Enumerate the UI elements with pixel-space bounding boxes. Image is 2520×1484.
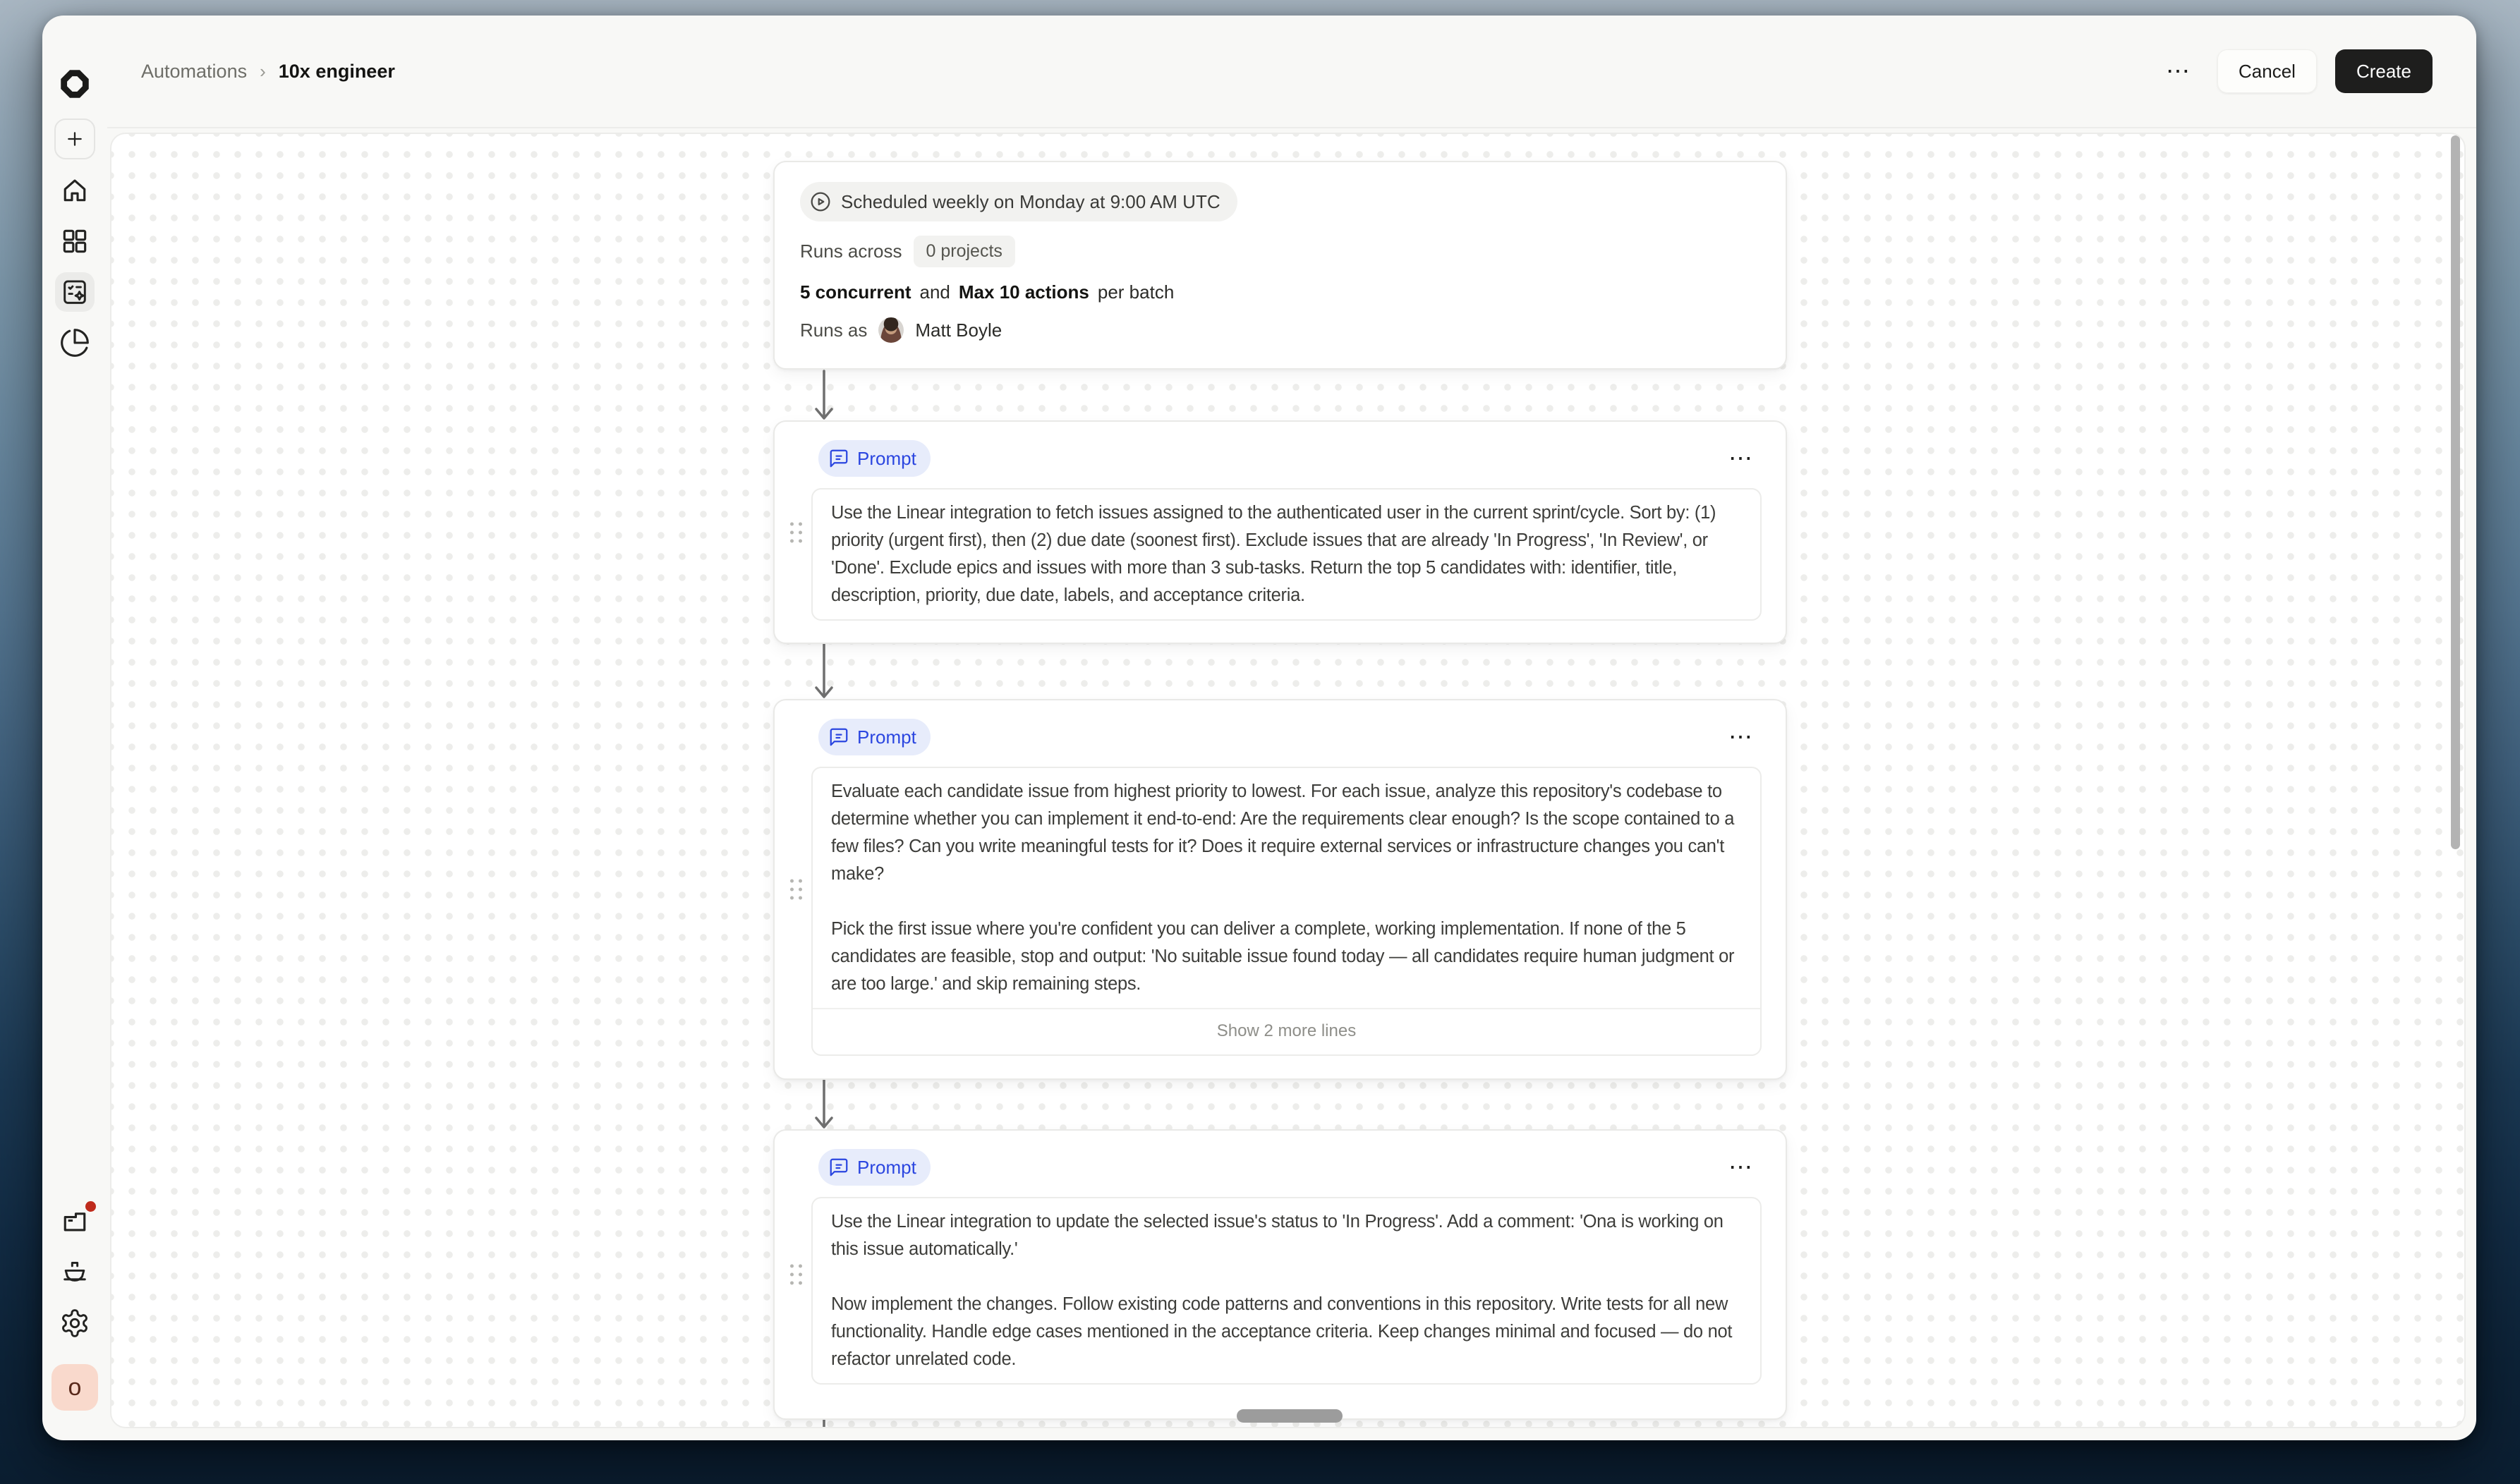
home-icon [59,175,90,206]
projects-pill[interactable]: 0 projects [914,236,1015,267]
create-button[interactable]: Create [2335,49,2433,93]
prompt-text: Now implement the changes. Follow existing code patterns and conventions in this repository. Write tests for all new functionality. Handle edge cases mentioned in the acceptance criteria. Keep changes minimal and focused — do not refactor unrelated code. [831,1294,1733,1369]
breadcrumb-automations[interactable]: Automations [141,60,248,82]
schedule-text: Scheduled weekly on Monday at 9:00 AM UTC [841,190,1220,212]
schedule-badge[interactable] [800,182,1237,221]
ship-icon [59,1257,90,1288]
sidebar-item-settings[interactable] [55,1303,95,1343]
concurrent-value: 5 concurrent [800,281,911,303]
sidebar-item-usage[interactable] [55,323,95,363]
runs-as-user: Matt Boyle [915,319,1002,341]
avatar-letter: o [68,1373,82,1401]
prompt-bubble-icon [828,726,849,748]
sidebar [42,16,107,1440]
and-text: and [919,281,950,303]
show-more-lines-button[interactable]: Show 2 more lines [813,1008,1760,1054]
sidebar-item-home[interactable] [55,171,95,210]
prompt-bubble-icon [828,448,849,469]
new-automation-button[interactable] [54,118,95,159]
main-area [107,16,2476,1440]
cancel-button[interactable]: Cancel [2217,49,2317,93]
prompt-card-3[interactable] [773,1129,1787,1420]
folder-icon [59,1206,90,1237]
top-bar [107,16,2476,128]
overflow-menu-button[interactable]: ⋯ [2166,58,2193,85]
prompt-card-2[interactable] [773,699,1787,1080]
prompt-text: Evaluate each candidate issue from highest priority to lowest. For each issue, analyze this repository's codebase to determine whether you can implement it end-to-end: Are the requirements clear enough? Is the scope contained to a few files? Can you write meaningful tests for it? Does it require external services or infrastructure changes you can't make? [831,781,1735,884]
drag-handle-icon[interactable] [790,880,802,900]
prompt-badge-label: Prompt [857,1156,916,1178]
prompt-text: Pick the first issue where you're confident you can deliver a complete, working implementation. If none of the 5 candidates are feasible, stop and output: 'No suitable issue found today — all candidates require human judgment or are too large.' and skip remaining steps. [831,919,1735,994]
vertical-scrollbar[interactable] [2451,135,2460,849]
prompt-badge[interactable] [818,719,931,755]
runs-as-label: Runs as [800,319,868,341]
card-menu-button[interactable]: ⋯ [1728,724,1755,750]
ona-logo-icon[interactable] [59,68,91,100]
card-menu-button[interactable]: ⋯ [1728,1154,1755,1181]
prompt-badge-label: Prompt [857,447,916,469]
prompt-text: Use the Linear integration to fetch issues assigned to the authenticated user in the current sprint/cycle. Sort by: (1) priority (urgent first), then (2) due date (soonest first). Exclude issues that are already 'In Progress', 'In Review', or 'Done'. Exclude epics and issues with more than 3 sub-tasks. Return the top 5 candidates with: identifier, title, description, priority, due date, labels, and acceptance criteria. [831,503,1716,605]
pie-chart-icon [59,327,90,358]
runs-across-label: Runs across [800,241,902,262]
sidebar-item-repositories[interactable] [55,1202,95,1241]
sidebar-item-environments[interactable] [55,1253,95,1292]
prompt-badge[interactable] [818,440,931,477]
max-actions-value: Max 10 actions [958,281,1089,303]
prompt-bubble-icon [828,1157,849,1178]
prompt-text: Use the Linear integration to update the selected issue's status to 'In Progress'. Add a comment: 'Ona is working on this issue automatically.' [831,1212,1724,1259]
account-avatar[interactable] [52,1364,98,1411]
chevron-right-icon: › [260,60,266,82]
horizontal-scrollbar[interactable] [1237,1409,1343,1423]
breadcrumb [141,61,395,83]
app-window [42,16,2476,1440]
plus-icon [63,128,86,150]
prompt-textbox[interactable] [811,767,1762,1056]
drag-handle-icon[interactable] [790,522,802,542]
dashboard-grid-icon [59,226,90,257]
prompt-badge-label: Prompt [857,726,916,748]
trigger-card[interactable] [773,161,1787,370]
sidebar-item-projects[interactable] [55,221,95,261]
drag-handle-icon[interactable] [790,1265,802,1285]
page-title: 10x engineer [278,60,395,82]
user-avatar [878,317,904,343]
workflow-canvas[interactable] [110,133,2466,1428]
card-menu-button[interactable]: ⋯ [1728,445,1755,472]
automations-icon [59,276,90,308]
sidebar-item-automations[interactable] [55,272,95,312]
settings-gear-icon [59,1308,90,1339]
play-circle-icon [808,190,832,214]
prompt-card-1[interactable] [773,420,1787,644]
canvas-wrap [107,128,2476,1440]
prompt-textbox[interactable] [811,1197,1762,1385]
prompt-textbox[interactable] [811,488,1762,621]
per-batch-text: per batch [1097,281,1175,303]
notification-dot [85,1201,96,1212]
prompt-badge[interactable] [818,1149,931,1186]
